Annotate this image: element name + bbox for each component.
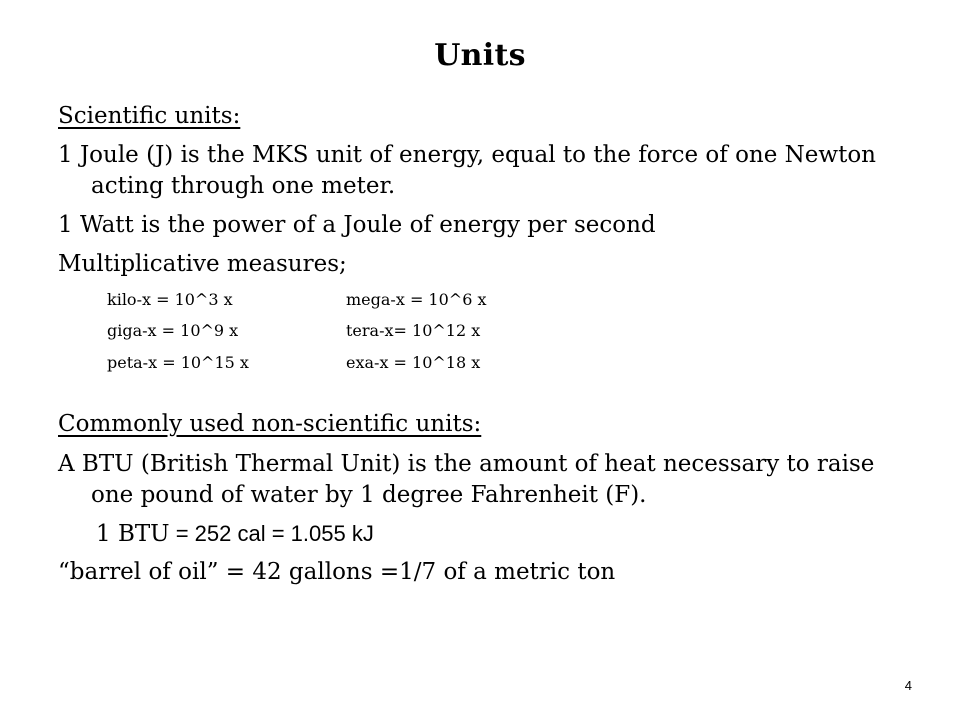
btu-line-2: one pound of water by 1 degree Fahrenheit (F). (91, 482, 647, 508)
btu-conversion (96, 518, 374, 550)
barrel-of-oil-definition: “barrel of oil” = 42 gallons =1/7 of a metric ton (58, 559, 616, 585)
prefix-giga: giga-x = 10^9 x (107, 321, 239, 340)
btu-line-1: A BTU (British Thermal Unit) is the amount of heat necessary to raise (58, 451, 875, 477)
prefix-tera: tera-x= 10^12 x (346, 321, 481, 340)
joule-definition (58, 140, 918, 202)
btu-conversion-unit: 1 BTU (96, 521, 170, 547)
scientific-units-heading: Scientific units: (58, 103, 241, 129)
watt-definition: 1 Watt is the power of a Joule of energy per second (58, 212, 656, 238)
btu-definition (58, 449, 918, 511)
prefix-mega: mega-x = 10^6 x (346, 290, 487, 309)
slide-title: Units (434, 38, 526, 73)
prefix-kilo: kilo-x = 10^3 x (107, 290, 233, 309)
nonscientific-units-heading: Commonly used non-scientific units: (58, 411, 482, 437)
btu-conversion-values: = 252 cal = 1.055 kJ (169, 521, 374, 546)
multiplicative-heading: Multiplicative measures; (58, 251, 347, 277)
joule-line-1: 1 Joule (J) is the MKS unit of energy, equal to the force of one Newton (58, 142, 876, 168)
page-number: 4 (904, 678, 912, 693)
joule-line-2: acting through one meter. (91, 173, 396, 199)
prefix-exa: exa-x = 10^18 x (346, 353, 481, 372)
prefix-peta: peta-x = 10^15 x (107, 353, 249, 372)
